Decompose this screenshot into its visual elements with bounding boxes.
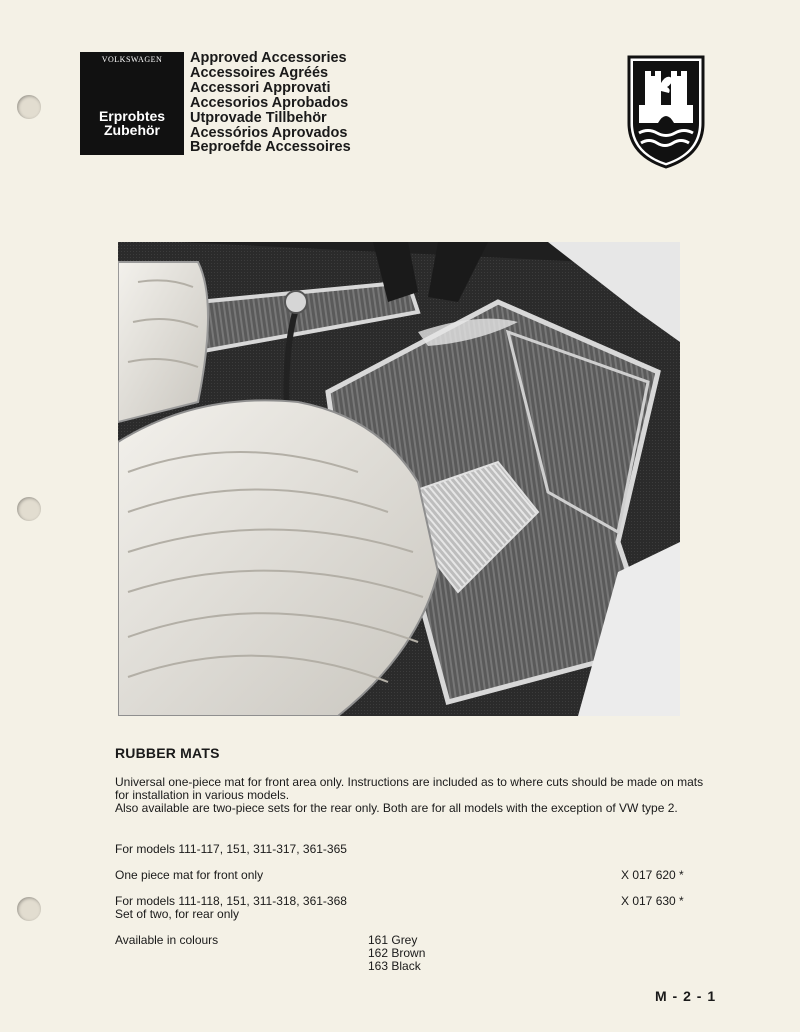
product-heading: RUBBER MATS — [115, 745, 220, 761]
title-es: Accesorios Aprobados — [190, 94, 349, 111]
page-number: M - 2 - 1 — [655, 988, 717, 1004]
rear-part-number: X 017 630 * — [621, 894, 684, 908]
badge-line-2: Zubehör — [104, 122, 160, 138]
title-nl: Beproefde Accessoires — [190, 139, 351, 156]
brand-label: VOLKSWAGEN — [101, 55, 163, 64]
front-item: One piece mat for front only — [115, 868, 264, 882]
punch-hole — [17, 497, 41, 521]
title-it: Accessori Approvati — [190, 79, 331, 96]
title-sv: Utprovade Tillbehör — [190, 109, 327, 126]
colour-option: 162 Brown — [368, 946, 426, 960]
title-fr: Accessoires Agréés — [190, 64, 329, 81]
multilingual-titles — [190, 51, 351, 155]
wolfsburg-crest-icon — [625, 53, 707, 171]
models-rear: For models 111-118, 151, 311-318, 361-368 — [115, 894, 347, 908]
badge-text — [80, 109, 184, 137]
rear-item: Set of two, for rear only — [115, 907, 240, 921]
punch-hole — [17, 897, 41, 921]
rubber-mat-photo — [118, 242, 680, 716]
vw-accessories-badge — [80, 52, 184, 155]
colour-option: 163 Black — [368, 959, 421, 973]
models-front: For models 111-117, 151, 311-317, 361-365 — [115, 842, 347, 856]
title-en: Approved Accessories — [190, 50, 347, 66]
product-description — [115, 776, 705, 816]
description-paragraph: Universal one-piece mat for front area only. Instructions are included as to where cuts should be made on mats for installation in various models. — [115, 775, 704, 803]
punch-hole — [17, 95, 41, 119]
title-pt: Acessórios Aprovados — [190, 124, 348, 141]
colour-option: 161 Grey — [368, 933, 418, 947]
description-paragraph: Also available are two-piece sets for the rear only. Both are for all models with the exception of VW type 2. — [115, 801, 678, 816]
front-part-number: X 017 620 * — [621, 868, 684, 882]
badge-line-1: Erprobtes — [98, 108, 166, 124]
colours-label: Available in colours — [115, 933, 219, 947]
